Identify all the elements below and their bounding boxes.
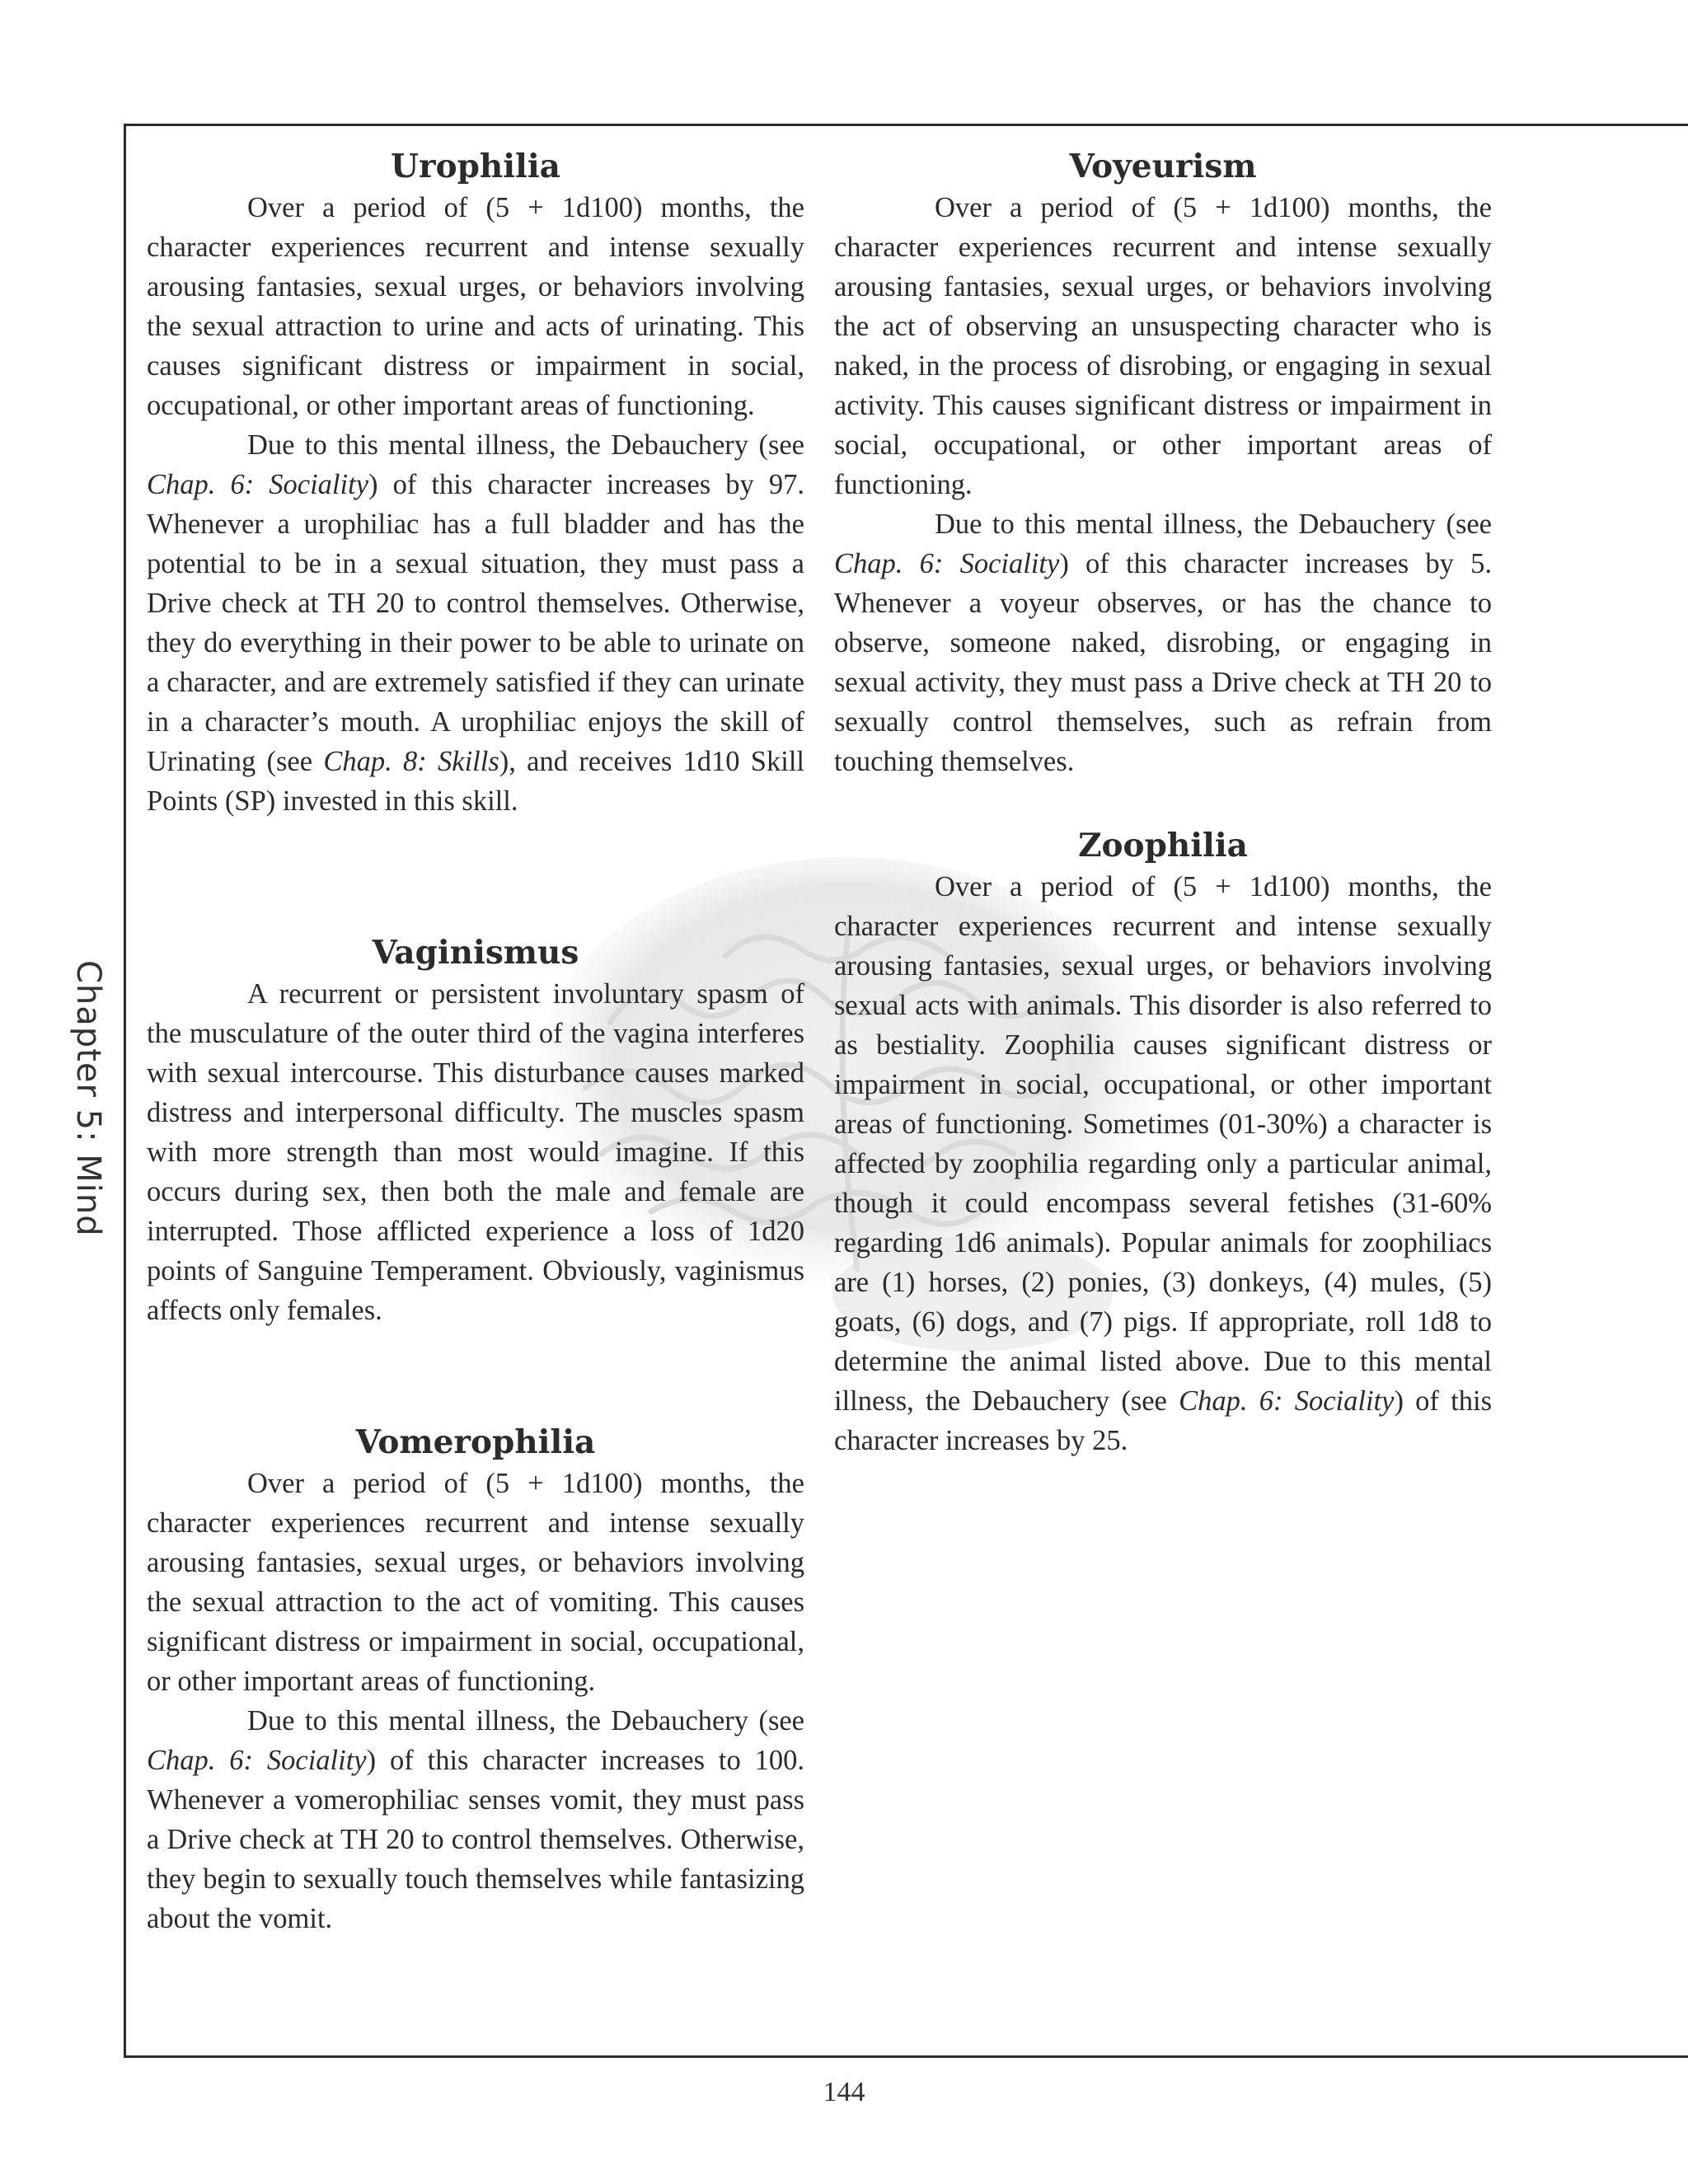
zoophilia-section xyxy=(834,824,1492,1460)
chapter-reference: Chap. 8: Skills xyxy=(323,746,499,777)
page-number: 144 xyxy=(823,2077,865,2107)
voyeurism-section xyxy=(834,145,1492,781)
chapter-reference: Chap. 6: Sociality xyxy=(1179,1385,1395,1417)
voyeurism-heading: Voyeurism xyxy=(1069,148,1257,185)
vaginismus-heading: Vaginismus xyxy=(372,934,579,972)
urophilia-paragraph-2: Due to this mental illness, the Debauchery (see Chap. 6: Sociality) of this character increases by 97. Whenever a urophiliac has a full bladder and has the potential to be in a sexual situation, they must pass a Drive check at TH 20 to control themselves. Otherwise, they do everything in their power to be able to urinate on a character, and are extremely satisfied if they can urinate in a character’s mouth. A urophiliac enjoys the skill of Urinating (see Chap. 8: Skills), and receives 1d10 Skill Points (SP) invested in this skill. xyxy=(147,429,805,817)
chapter-label: Chapter 5: Mind xyxy=(69,960,107,1237)
chapter-reference: Chap. 6: Sociality xyxy=(147,1745,367,1776)
voyeurism-paragraph-1: Over a period of (5 + 1d100) months, the character experiences recurrent and intense sexually arousing fantasies, sexual urges, or behaviors involving the act of observing an unsuspecting character who is naked, in the process of disrobing, or engaging in sexual activity. This causes significant distress or impairment in social, occupational, or other important areas of functioning. xyxy=(834,192,1492,500)
vomerophilia-section xyxy=(147,1421,804,1938)
vaginismus-paragraph-1: A recurrent or persistent involuntary spasm of the musculature of the outer third of the vagina interferes with sexual intercourse. This disturbance causes marked distress and interpersonal difficulty. The muscles spasm with more strength than most would imagine. If this occurs during sex, then both the male and female are interrupted. Those afflicted experience a loss of 1d20 points of Sanguine Temperament. Obviously, vaginismus affects only females. xyxy=(147,978,804,1326)
voyeurism-paragraph-2: Due to this mental illness, the Debauchery (see Chap. 6: Sociality) of this character increases by 5. Whenever a voyeur observes, or has the chance to observe, someone naked, disrobing, or engaging in sexual activity, they must pass a Drive check at TH 20 to sexually control themselves, such as refrain from touching themselves. xyxy=(834,509,1492,777)
urophilia-section xyxy=(147,145,804,821)
zoophilia-paragraph-1: Over a period of (5 + 1d100) months, the character experiences recurrent and intense sexually arousing fantasies, sexual urges, or behaviors involving sexual acts with animals. This disorder is also referred to as bestiality. Zoophilia causes significant distress or impairment in social, occupational, or other important areas of functioning. Sometimes (01-30%) a character is affected by zoophilia regarding only a particular animal, though it could encompass several fetishes (31-60% regarding 1d6 animals). Popular animals for zoophiliacs are (1) horses, (2) ponies, (3) donkeys, (4) mules, (5) goats, (6) dogs, and (7) pigs. If appropriate, roll 1d8 to determine the animal listed above. Due to this mental illness, the Debauchery (see Chap. 6: Sociality) of this character increases by 25. xyxy=(834,871,1492,1456)
vomerophilia-paragraph-2: Due to this mental illness, the Debauchery (see Chap. 6: Sociality) of this character increases to 100. Whenever a vomerophiliac senses vomit, they must pass a Drive check at TH 20 to control themselves. Otherwise, they begin to sexually touch themselves while fantasizing about the vomit. xyxy=(147,1705,804,1934)
urophilia-heading: Urophilia xyxy=(391,148,560,185)
vomerophilia-paragraph-1: Over a period of (5 + 1d100) months, the character experiences recurrent and intense sexually arousing fantasies, sexual urges, or behaviors involving the sexual attraction to the act of vomiting. This causes significant distress or impairment in social, occupational, or other important areas of functioning. xyxy=(147,1468,804,1697)
chapter-reference: Chap. 6: Sociality xyxy=(147,469,369,500)
vomerophilia-heading: Vomerophilia xyxy=(355,1423,596,1461)
frame-bottom-rule xyxy=(124,2055,1688,2058)
chapter-reference: Chap. 6: Sociality xyxy=(834,548,1060,579)
vaginismus-section xyxy=(147,931,804,1330)
urophilia-paragraph-1: Over a period of (5 + 1d100) months, the character experiences recurrent and intense sexually arousing fantasies, sexual urges, or behaviors involving the sexual attraction to urine and acts of urinating. This causes significant distress or impairment in social, occupational, or other important areas of functioning. xyxy=(147,192,804,421)
zoophilia-heading: Zoophilia xyxy=(1078,827,1248,865)
frame-top-rule xyxy=(125,124,1688,126)
frame-left-rule xyxy=(124,124,126,2058)
